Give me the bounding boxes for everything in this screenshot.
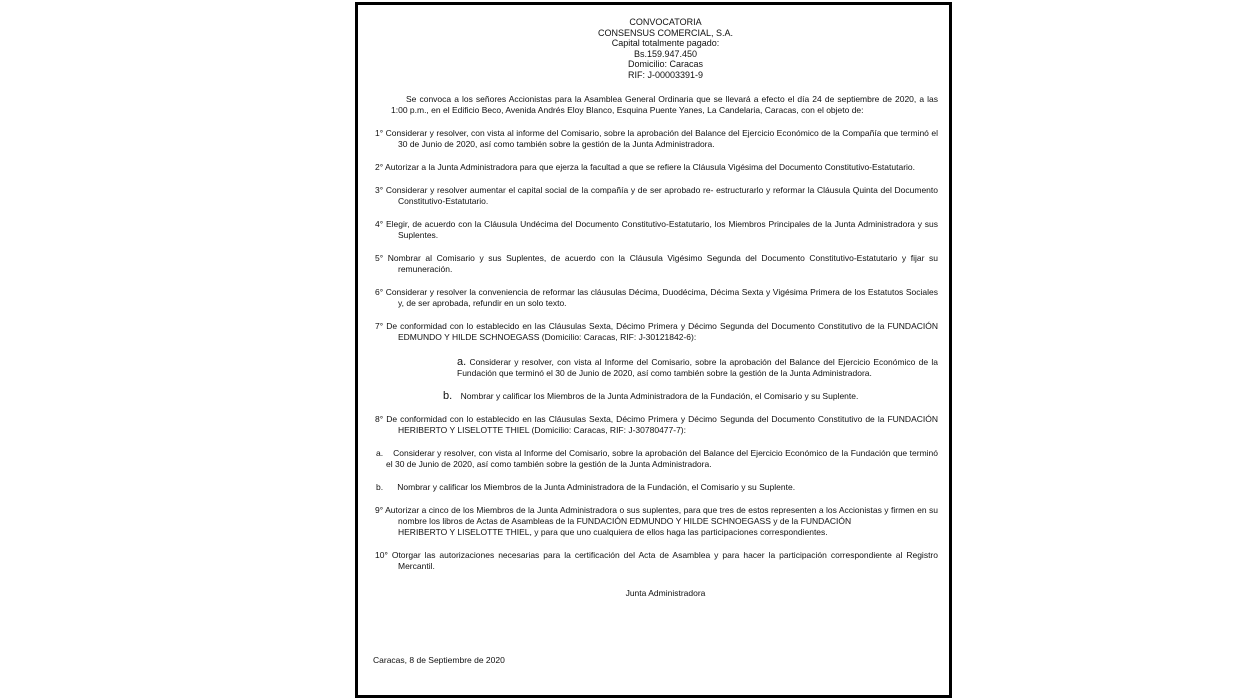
sub-text: Nombrar y calificar los Miembros de la Junta Administradora de la Fundación, el Comisario y su Suplente. — [460, 390, 859, 401]
agenda-item-7 — [373, 321, 938, 343]
agenda-item-5 — [373, 253, 938, 275]
item-number: 2° — [375, 161, 384, 172]
item-number: 6° — [375, 286, 384, 297]
item-text: Autorizar a la Junta Administradora para que ejerza la facultad a que se refiere la Cláusula Vigésima del Documento Constitutivo-Estatutario. — [385, 161, 916, 172]
item-text: Nombrar al Comisario y sus Suplentes, de acuerdo con la Cláusula Vigésimo Segunda del Documento Constitutivo-Estatutario y fijar su remuneración. — [387, 252, 938, 274]
item-text: Considerar y resolver, con vista al informe del Comisario, sobre la aprobación del Balance del Ejercicio Económico de la Compañía que terminó el 30 de Junio de 2020, así como también sobre la gestión de la Junta Administradora. — [385, 127, 938, 149]
agenda-item-3 — [373, 185, 938, 207]
agenda-item-1 — [373, 128, 938, 150]
agenda-item-7b — [373, 391, 938, 402]
agenda-item-4 — [373, 219, 938, 241]
domicile: Domicilio: Caracas — [627, 59, 704, 70]
item-number: 1° — [375, 127, 384, 138]
rif: RIF: J-00003391-9 — [627, 69, 704, 80]
item-text-part2: HERIBERTO Y LISELOTTE THIEL, y para que uno cualquiera de ellos haga las participaciones correspondientes. — [398, 526, 828, 537]
item-number: 4° — [375, 218, 384, 229]
agenda-item-8-subs — [376, 448, 938, 493]
intro-paragraph: Se convoca a los señores Accionistas para la Asamblea General Ordinaria que se llevará a efecto el día 24 de septiembre de 2020, a las 1:00 p.m., en el Edificio Beco, Avenida Andrés Eloy Blanco, Esquina Puente Yanes, La Candelaria, Caracas, con el objeto de: — [391, 93, 938, 115]
item-text: De conformidad con lo establecido en las Cláusulas Sexta, Décimo Primera y Décimo Segunda del Documento Constitutivo de la FUNDACIÓN HERIBERTO Y LISELOTTE THIEL (Domicilio: Caracas, RIF: J-30780477-7): — [386, 413, 938, 435]
document-page — [355, 2, 952, 698]
document-date: Caracas, 8 de Septiembre de 2020 — [373, 655, 505, 665]
signature: Junta Administradora — [625, 587, 706, 598]
item-number: 7° — [375, 320, 384, 331]
item-number: 5° — [375, 252, 384, 263]
agenda-item-8 — [373, 414, 938, 436]
sub-letter: b. — [443, 389, 453, 402]
agenda-item-2 — [373, 162, 938, 173]
item-text: Otorgar las autorizaciones necesarias para la certificación del Acta de Asamblea y para hacer la participación correspondiente al Registro Mercantil. — [391, 549, 938, 571]
sub-letter: a. — [457, 355, 467, 368]
item-number: 8° — [375, 413, 384, 424]
sub-letter: b. — [376, 481, 384, 492]
agenda-item-8a — [376, 448, 938, 470]
company-name: CONSENSUS COMERCIAL, S.A. — [597, 27, 734, 38]
title: CONVOCATORIA — [629, 17, 702, 27]
item-text: De conformidad con lo establecido en las Cláusulas Sexta, Décimo Primera y Décimo Segunda del Documento Constitutivo de la FUNDACIÓN EDMUNDO Y HILDE SCHNOEGASS (Domicilio: Caracas, RIF: J-30121842-6): — [386, 320, 938, 342]
item-text: Elegir, de acuerdo con la Cláusula Undécima del Documento Constitutivo-Estatutario, los Miembros Principales de la Junta Administradora y sus Suplentes. — [385, 218, 938, 240]
agenda-item-8b — [376, 482, 938, 493]
item-text: Considerar y resolver la conveniencia de reformar las cláusulas Décima, Duodécima, Décima Sexta y Vigésima Primera de los Estatutos Sociales y, de ser aprobada, refundir en un solo texto. — [385, 286, 938, 308]
item-text: Considerar y resolver aumentar el capital social de la compañía y de ser aprobado re- estructurarlo y reformar la Cláusula Quinta del Documento Constitutivo-Estatutario. — [385, 184, 938, 206]
agenda-item-10 — [373, 550, 938, 572]
agenda-item-9 — [373, 505, 938, 538]
item-text-part1: Autorizar a cinco de los Miembros de la Junta Administradora o sus suplentes, para que tres de estos representen a los Accionistas y firmen en su nombre los libros de Actas de Asambleas de la FUNDACIÓN EDMUNDO Y HILDE SCHNOEGASS y de la FUNDACIÓN — [385, 504, 938, 526]
capital-amount: Bs.159.947.450 — [633, 48, 698, 59]
capital-label: Capital totalmente pagado: — [611, 38, 720, 49]
document-header — [393, 17, 938, 81]
agenda-item-6 — [373, 287, 938, 309]
item-number: 3° — [375, 184, 384, 195]
document-body — [373, 17, 938, 599]
sub-text: Nombrar y calificar los Miembros de la Junta Administradora de la Fundación, el Comisario y su Suplente. — [397, 481, 796, 492]
item-number: 9° — [375, 504, 384, 515]
sub-text: Considerar y resolver, con vista al Informe del Comisario, sobre la aprobación del Balance del Ejercicio Económico de la Fundación que terminó el 30 de Junio de 2020, así como también sobre la gestión de la Junta Administradora. — [386, 447, 938, 469]
sub-text: Considerar y resolver, con vista al Informe del Comisario, sobre la aprobación del Balance del Ejercicio Económico de la Fundación que terminó el 30 de Junio de 2020, así como también sobre la gestión de la Junta Administradora. — [457, 356, 938, 378]
item-number: 10° — [375, 549, 388, 560]
agenda-item-7a — [373, 357, 938, 379]
sub-letter: a. — [376, 447, 384, 458]
